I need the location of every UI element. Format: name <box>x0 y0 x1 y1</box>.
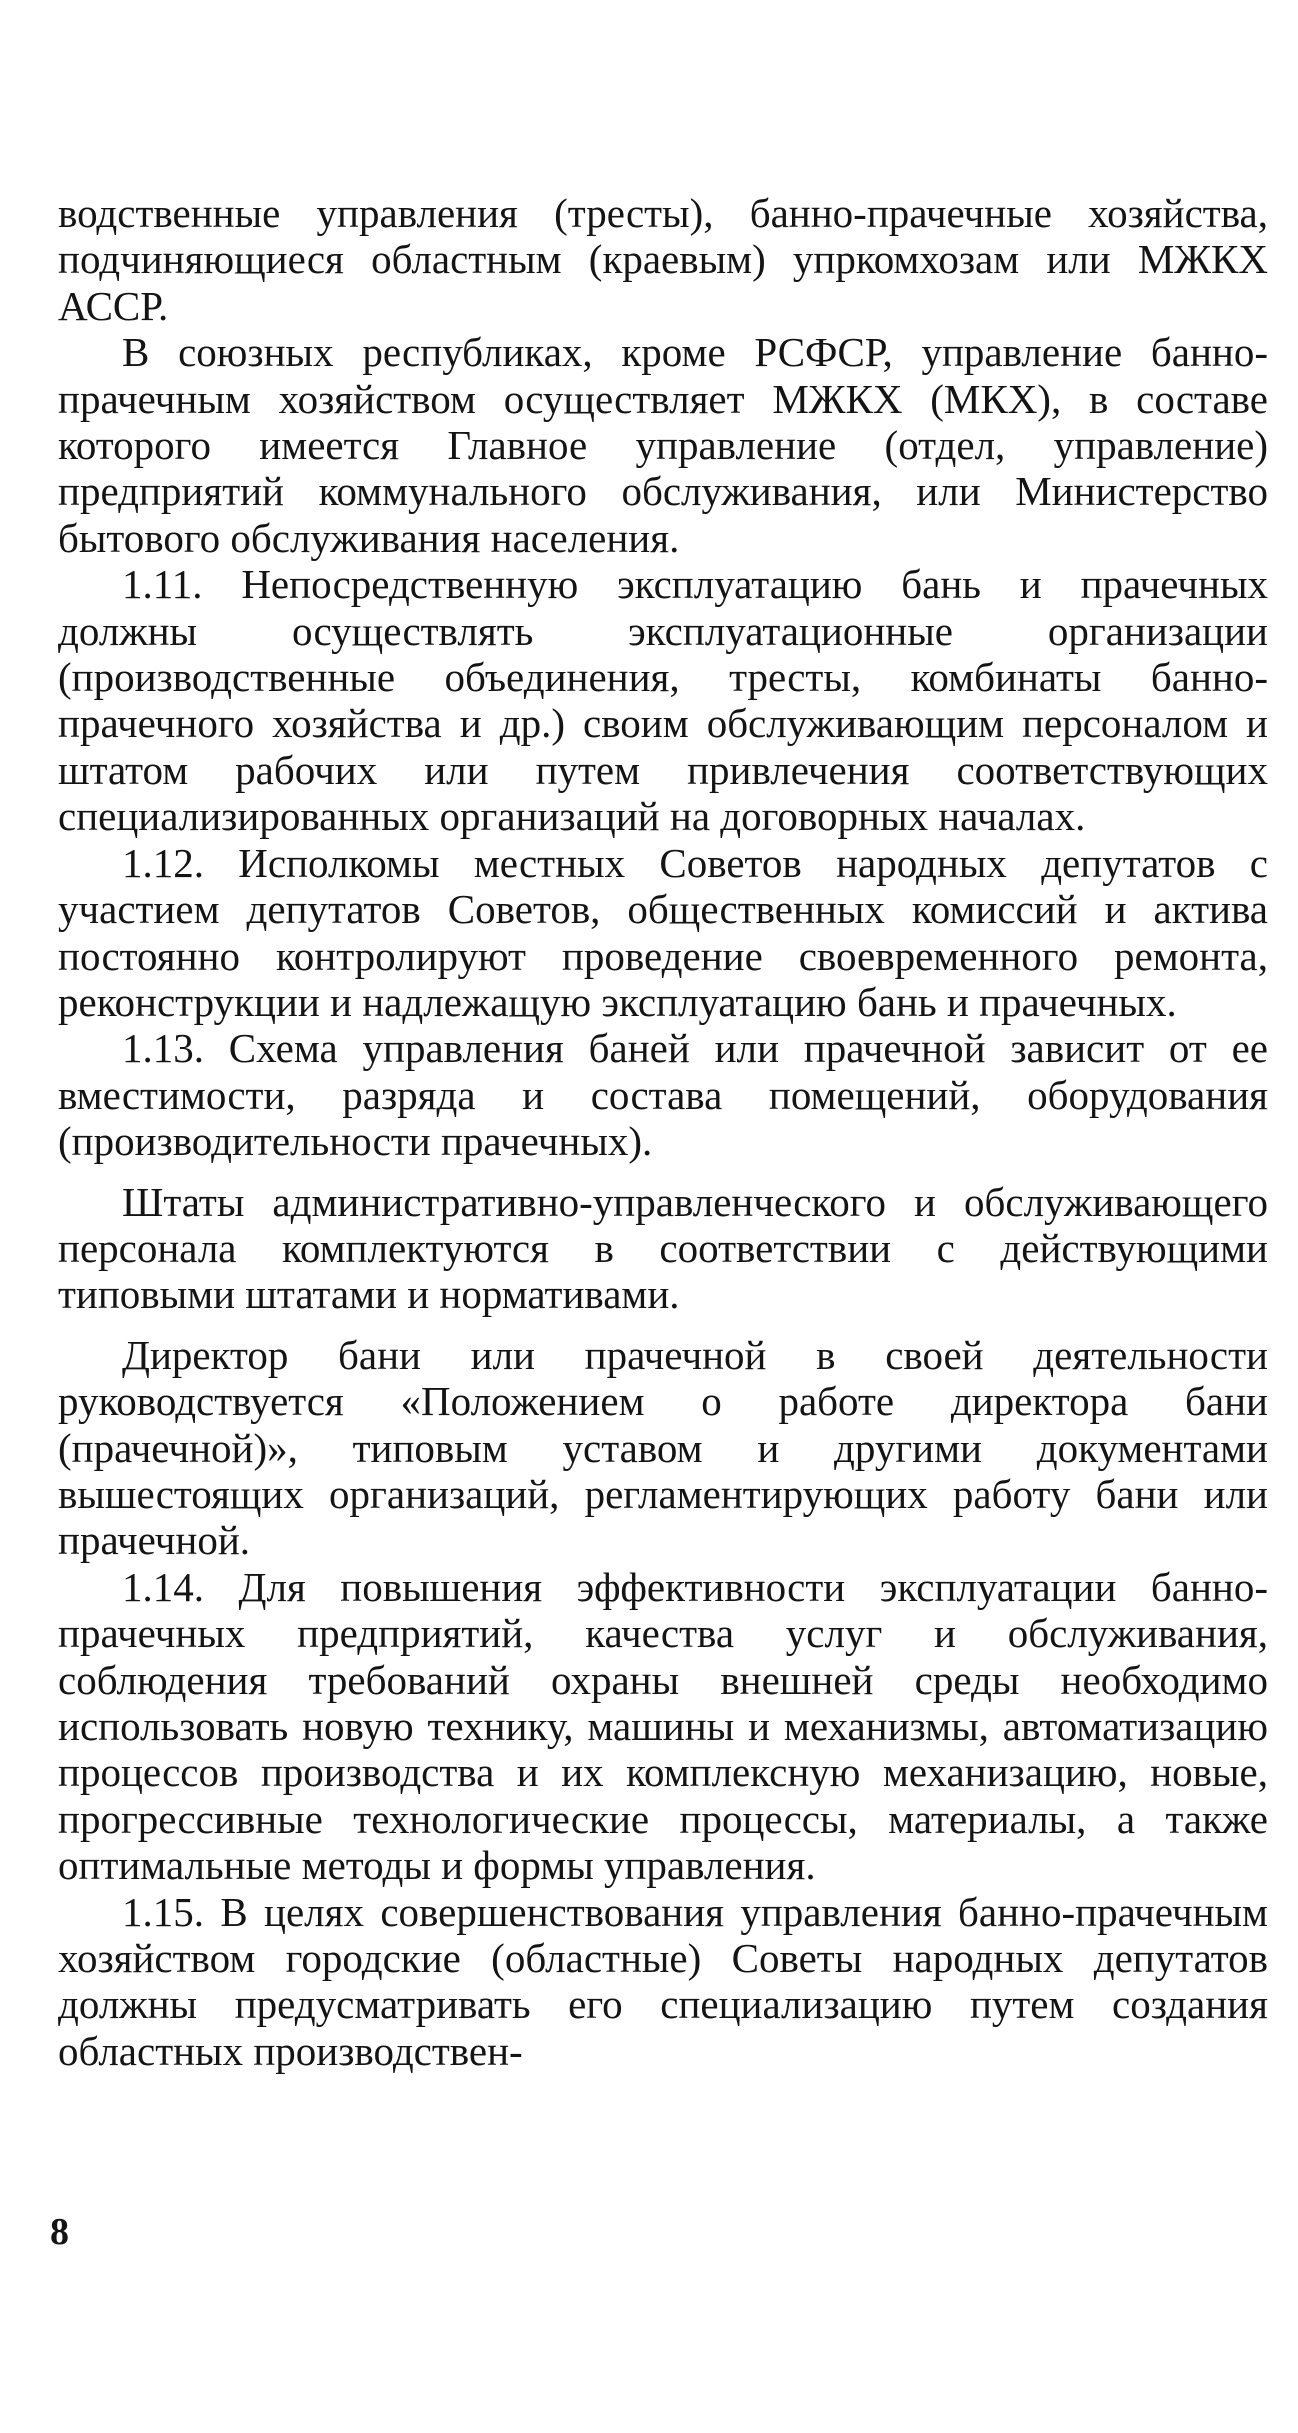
paragraph-1-12: 1.12. Исполкомы местных Советов народных депутатов с участием депутатов Советов, общественных комиссий и актива постоянно контролируют проведение своевременного ремонта, реконструкции и надлежащую эксплуатацию бань и прачечных. <box>58 839 1268 1025</box>
paragraph-1-14: 1.14. Для повышения эффективности эксплуатации банно-прачечных предприятий, качества услуг и обслуживания, соблюдения требований охраны внешней среды необходимо использовать новую технику, машины и механизмы, автоматизацию процессов производства и их комплексную механизацию, новые, прогрессивные технологические процессы, материалы, а также оптимальные методы и формы управления. <box>58 1563 1268 1889</box>
paragraph-union-republics: В союзных республиках, кроме РСФСР, управление банно-прачечным хозяйством осуществляет МЖКХ (МКХ), в составе которого имеется Главное управление (отдел, управление) предприятий коммунального обслуживания, или Министерство бытового обслуживания населения. <box>58 329 1268 561</box>
paragraph-1-15: 1.15. В целях совершенствования управления банно-прачечным хозяйством городские (областные) Советы народных депутатов должны предусматривать его специализацию путем создания областных производствен- <box>58 1888 1268 2074</box>
paragraph-1-11: 1.11. Непосредственную эксплуатацию бань и прачечных должны осуществлять эксплуатационные организации (производственные объединения, тресты, комбинаты банно-прачечного хозяйства и др.) своим обслуживающим персоналом и штатом рабочих или путем привлечения соответствующих специализированных организаций на договорных началах. <box>58 561 1268 840</box>
page-body <box>58 190 1268 2074</box>
paragraph-1-13: 1.13. Схема управления баней или прачечной зависит от ее вместимости, разряда и состава помещений, оборудования (производительности прачечных). <box>58 1025 1268 1165</box>
paragraph-continuation: водственные управления (тресты), банно-прачечные хозяйства, подчиняющиеся областным (краевым) упркомхозам или МЖКХ АССР. <box>58 190 1268 329</box>
paragraph-staff: Штаты административно-управленческого и обслуживающего персонала комплектуются в соответствии с действующими типовыми штатами и нормативами. <box>58 1178 1268 1318</box>
paragraph-director: Директор бани или прачечной в своей деятельности руководствуется «Положением о работе директора бани (прачечной)», типовым уставом и другими документами вышестоящих организаций, регламентирующих работу бани или прачечной. <box>58 1331 1268 1564</box>
page-number: 8 <box>50 2211 69 2253</box>
